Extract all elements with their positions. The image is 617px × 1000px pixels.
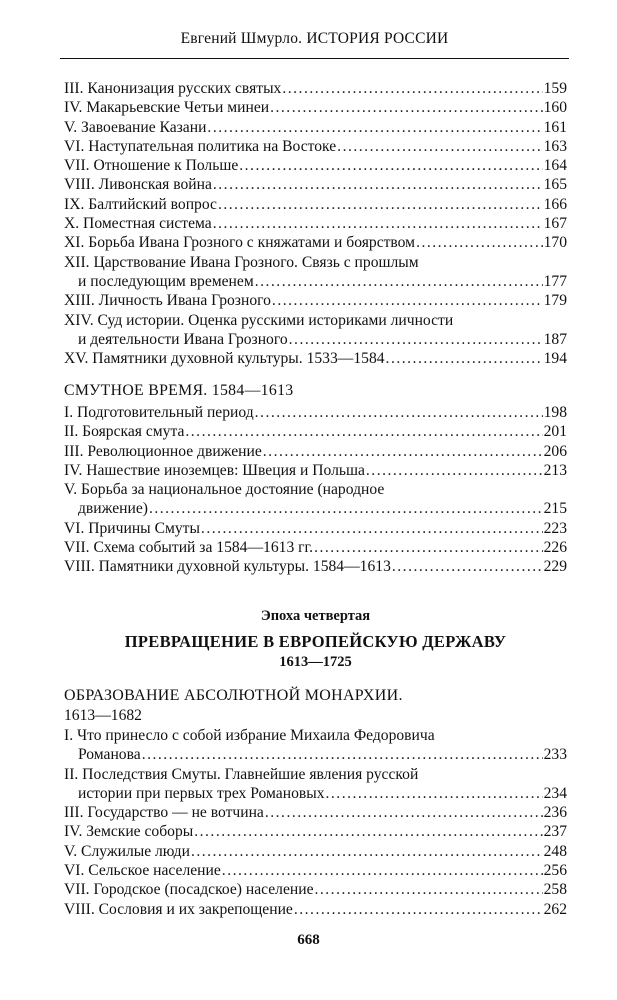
toc-entry[interactable] xyxy=(64,272,567,291)
toc-page-number: 237 xyxy=(543,823,567,841)
toc-entry-title: VI. Сельское население xyxy=(64,862,221,880)
toc-entry-title: VI. Причины Смуты xyxy=(64,519,200,537)
toc-page-number: 198 xyxy=(543,404,567,421)
toc-page-number: 206 xyxy=(543,442,567,460)
toc-page-number: 234 xyxy=(543,784,567,802)
toc-entry[interactable] xyxy=(64,233,567,252)
section-title-absolute-monarchy: ОБРАЗОВАНИЕ АБСОЛЮТНОЙ МОНАРХИИ. xyxy=(64,687,403,704)
dot-leader xyxy=(185,422,542,441)
dot-leader xyxy=(314,880,542,899)
toc-section-smuta xyxy=(64,403,567,577)
toc-entry[interactable] xyxy=(64,98,567,117)
toc-page-number: 165 xyxy=(543,176,567,194)
toc-entry-title: VIII. Ливонская война xyxy=(64,176,212,194)
dot-leader xyxy=(201,519,543,538)
dot-leader xyxy=(222,861,543,880)
toc-entry[interactable] xyxy=(64,519,567,538)
toc-entry[interactable] xyxy=(64,349,567,368)
dot-leader xyxy=(392,557,543,576)
toc-entry[interactable] xyxy=(64,137,567,156)
toc-entry-title: VIII. Памятники духовной культуры. 1584—1613 xyxy=(64,558,391,576)
toc-entry-title: X. Поместная система xyxy=(64,215,212,233)
dot-leader xyxy=(265,803,543,822)
toc-page-number: 236 xyxy=(543,804,567,822)
section-title-smuta: СМУТНОЕ ВРЕМЯ. 1584—1613 xyxy=(64,382,294,399)
toc-entry[interactable] xyxy=(64,79,567,98)
toc-page-number: 233 xyxy=(543,746,567,764)
toc-page-number: 163 xyxy=(543,137,567,155)
toc-entry[interactable] xyxy=(64,784,567,803)
toc-entry[interactable] xyxy=(64,461,567,480)
toc-entry[interactable] xyxy=(64,214,567,233)
epoch-title: ПРЕВРАЩЕНИЕ В ЕВРОПЕЙСКУЮ ДЕРЖАВУ xyxy=(124,632,507,651)
dot-leader xyxy=(213,175,543,194)
toc-page-number: 164 xyxy=(543,157,567,175)
toc-entry-title: движение) xyxy=(78,500,148,518)
epoch-years: 1613—1725 xyxy=(279,654,352,670)
dot-leader xyxy=(218,195,543,214)
toc-page-number: 213 xyxy=(543,461,567,479)
toc-section-absolute-monarchy xyxy=(64,726,567,919)
toc-entry-title-line: XIV. Суд истории. Оценка русскими историками личности xyxy=(64,311,454,329)
dot-leader xyxy=(416,233,543,252)
dot-leader xyxy=(289,330,543,349)
toc-page-number: 229 xyxy=(543,558,567,576)
toc-page-number: 161 xyxy=(543,118,567,136)
toc-entry-title: II. Боярская смута xyxy=(64,423,185,441)
toc-entry[interactable] xyxy=(64,403,567,422)
dot-leader xyxy=(282,79,542,98)
dot-leader xyxy=(142,745,543,764)
dot-leader xyxy=(272,291,543,310)
toc-entry-title: III. Государство — не вотчина xyxy=(64,804,264,822)
toc-entry-title: I. Подготовительный период xyxy=(64,404,254,421)
toc-entry-title: VII. Городское (посадское) население xyxy=(64,881,314,899)
toc-page-number: 226 xyxy=(543,539,567,557)
toc-entry-title: V. Служилые люди xyxy=(64,842,190,860)
toc-entry[interactable] xyxy=(64,156,567,175)
toc-entry[interactable] xyxy=(64,842,567,861)
toc-page-number: 223 xyxy=(543,519,567,537)
dot-leader xyxy=(255,272,543,291)
dot-leader xyxy=(337,137,542,156)
toc-entry-title: и деятельности Ивана Грозного xyxy=(78,330,288,348)
toc-entry[interactable] xyxy=(64,900,567,919)
toc-entry[interactable] xyxy=(64,175,567,194)
toc-page-number: 167 xyxy=(543,215,567,233)
dot-leader xyxy=(366,461,543,480)
epoch-label: Эпоха четвертая xyxy=(260,608,371,624)
toc-entry[interactable] xyxy=(64,557,567,576)
toc-page-number: 160 xyxy=(543,99,567,117)
dot-leader xyxy=(263,442,543,461)
dot-leader xyxy=(239,156,542,175)
toc-entry-title-line: V. Борьба за национальное достояние (народное xyxy=(64,481,385,499)
toc-page-number: 215 xyxy=(543,500,567,518)
toc-entry-title-line: I. Что принесло с собой избрание Михаила Федоровича xyxy=(64,727,435,744)
toc-page-number: 248 xyxy=(543,842,567,860)
toc-entry-title: III. Революционное движение xyxy=(64,442,262,460)
toc-entry[interactable] xyxy=(64,803,567,822)
toc-entry-title: и последующим временем xyxy=(78,272,254,290)
dot-leader xyxy=(213,214,543,233)
dot-leader xyxy=(194,822,542,841)
toc-entry-title: VII. Отношение к Польше xyxy=(64,157,239,175)
toc-page-number: 194 xyxy=(543,350,567,368)
toc-entry[interactable] xyxy=(64,745,567,764)
toc-entry-title: VII. Схема событий за 1584—1613 гг. xyxy=(64,539,314,557)
toc-page-number: 256 xyxy=(543,862,567,880)
toc-entry[interactable] xyxy=(64,880,567,899)
toc-page-number: 201 xyxy=(543,423,567,441)
toc-entry-title-line: II. Последствия Смуты. Главнейшие явления русской xyxy=(64,765,419,783)
toc-entry[interactable] xyxy=(64,195,567,214)
toc-page-number: 262 xyxy=(543,900,567,918)
dot-leader xyxy=(386,349,543,368)
page-number: 668 xyxy=(297,932,320,948)
toc-page-number: 187 xyxy=(543,330,567,348)
toc-entry-title: IX. Балтийский вопрос xyxy=(64,195,217,213)
dot-leader xyxy=(207,118,542,137)
toc-entry[interactable] xyxy=(64,538,567,557)
toc-entry[interactable] xyxy=(64,291,567,310)
toc-entry[interactable] xyxy=(64,861,567,880)
toc-page-number: 179 xyxy=(543,292,567,310)
toc-entry[interactable] xyxy=(64,442,567,461)
toc-entry-title: VIII. Сословия и их закрепощение xyxy=(64,900,293,918)
toc-page-number: 170 xyxy=(543,234,567,252)
dot-leader xyxy=(326,784,543,803)
toc-entry-title: V. Завоевание Казани xyxy=(64,118,207,136)
dot-leader xyxy=(191,842,543,861)
running-head: Евгений Шмурло. ИСТОРИЯ РОССИИ xyxy=(180,30,449,47)
dot-leader xyxy=(270,98,543,117)
toc-entry-title: Романова xyxy=(78,746,141,764)
toc-page-number: 159 xyxy=(543,80,567,97)
toc-entry[interactable] xyxy=(64,330,567,349)
toc-entry-title: IV. Земские соборы xyxy=(64,823,194,841)
toc-section-ivan-grozny xyxy=(64,79,567,368)
toc-page-number: 166 xyxy=(543,195,567,213)
dot-leader xyxy=(314,538,543,557)
toc-entry-title: XI. Борьба Ивана Грозного с княжатами и боярством xyxy=(64,234,416,252)
dot-leader xyxy=(294,900,543,919)
toc-entry[interactable] xyxy=(64,118,567,137)
toc-entry-title: IV. Макарьевские Четьи минеи xyxy=(64,99,270,117)
toc-entry-title: VI. Наступательная политика на Востоке xyxy=(64,137,337,155)
toc-entry-title-line: XII. Царствование Ивана Грозного. Связь с прошлым xyxy=(64,253,419,271)
toc-page-number: 177 xyxy=(543,272,567,290)
toc-entry-title: IV. Нашествие иноземцев: Швеция и Польша xyxy=(64,461,365,479)
toc-entry[interactable] xyxy=(64,422,567,441)
toc-entry[interactable] xyxy=(64,499,567,518)
dot-leader xyxy=(255,403,543,422)
dot-leader xyxy=(149,499,543,518)
header-rule xyxy=(60,58,569,59)
toc-entry-title: III. Канонизация русских святых xyxy=(64,80,282,97)
toc-entry-title: XIII. Личность Ивана Грозного xyxy=(64,292,271,310)
toc-entry-title: XV. Памятники духовной культуры. 1533—1584 xyxy=(64,350,385,368)
section-years-absolute-monarchy: 1613—1682 xyxy=(64,707,142,724)
toc-entry-title: истории при первых трех Романовых xyxy=(78,784,325,802)
toc-entry[interactable] xyxy=(64,822,567,841)
toc-page-number: 258 xyxy=(543,881,567,899)
